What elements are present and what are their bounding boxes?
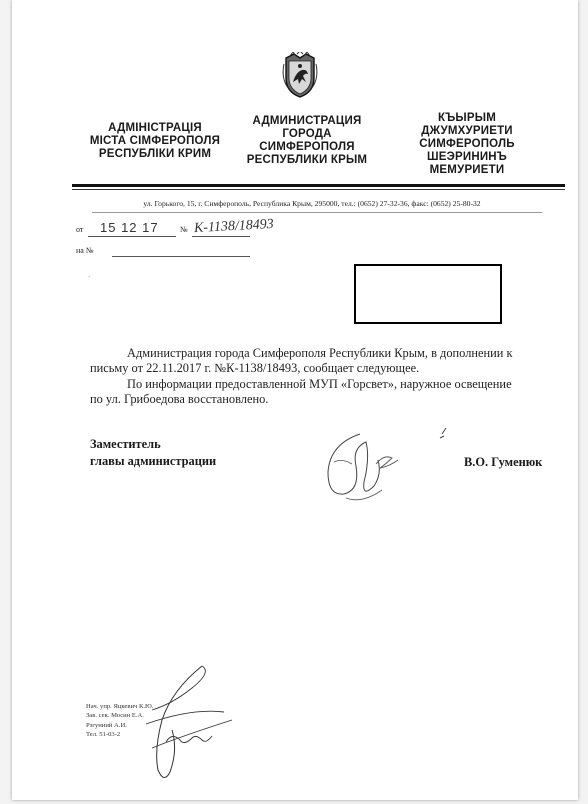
address-underline <box>92 212 542 213</box>
redacted-recipient-box <box>354 264 502 324</box>
document-page <box>12 0 578 800</box>
number-label: № <box>180 225 188 234</box>
header-rule-thin <box>72 189 565 190</box>
header-crimean-tatar: КЪЫРЫМ ДЖУМХУРИЕТИ СИМФЕРОПОЛЬ ШЕЭРИНИНЪ МЕМУРИЕТИ <box>419 112 515 176</box>
registration-date: 15 12 17 <box>100 220 159 235</box>
reply-label: на № <box>76 246 94 255</box>
executors-block: Нач. упр. Яцкевич К.Ю. Зав. сек. Мосин Е.А. Рзгуниий А.И. Тел. 51-03-2 <box>86 703 154 739</box>
from-label: от <box>76 225 84 234</box>
registration-number: К-1138/18493 <box>193 216 275 237</box>
date-underline <box>88 236 176 237</box>
margin-mark: · <box>88 273 91 281</box>
body-paragraph-2: По информации предоставленной МУП «Горсвет», наружное освещение по ул. Грибоедова восстановлено. <box>90 377 512 406</box>
signatory-name: В.О. Гуменюк <box>464 455 543 469</box>
body-paragraph-1: Администрация города Симферополя Республики Крым, в дополнении к письму от 22.11.2017 г. №К-1138/18493, сообщает следующее. <box>90 346 513 375</box>
header-russian: АДМИНИСТРАЦИЯ ГОРОДА СИМФЕРОПОЛЯ РЕСПУБЛИКИ КРЫМ <box>246 115 368 166</box>
address-line: ул. Горького, 15, г. Симферополь, Республика Крым, 295000, тел.: (0652) 27-32-36, факс: (0652) 25-80-32 <box>143 199 481 208</box>
reply-underline <box>112 256 250 257</box>
signatory-title: Заместитель главы администрации <box>90 437 217 468</box>
handwritten-signature-icon <box>322 424 462 514</box>
crimea-coat-of-arms-icon <box>280 52 320 98</box>
header-ukrainian: АДМІНІСТРАЦІЯ МІСТА СІМФЕРОПОЛЯ РЕСПУБЛІКИ КРИМ <box>89 122 221 160</box>
header-rule-thick <box>72 184 565 187</box>
